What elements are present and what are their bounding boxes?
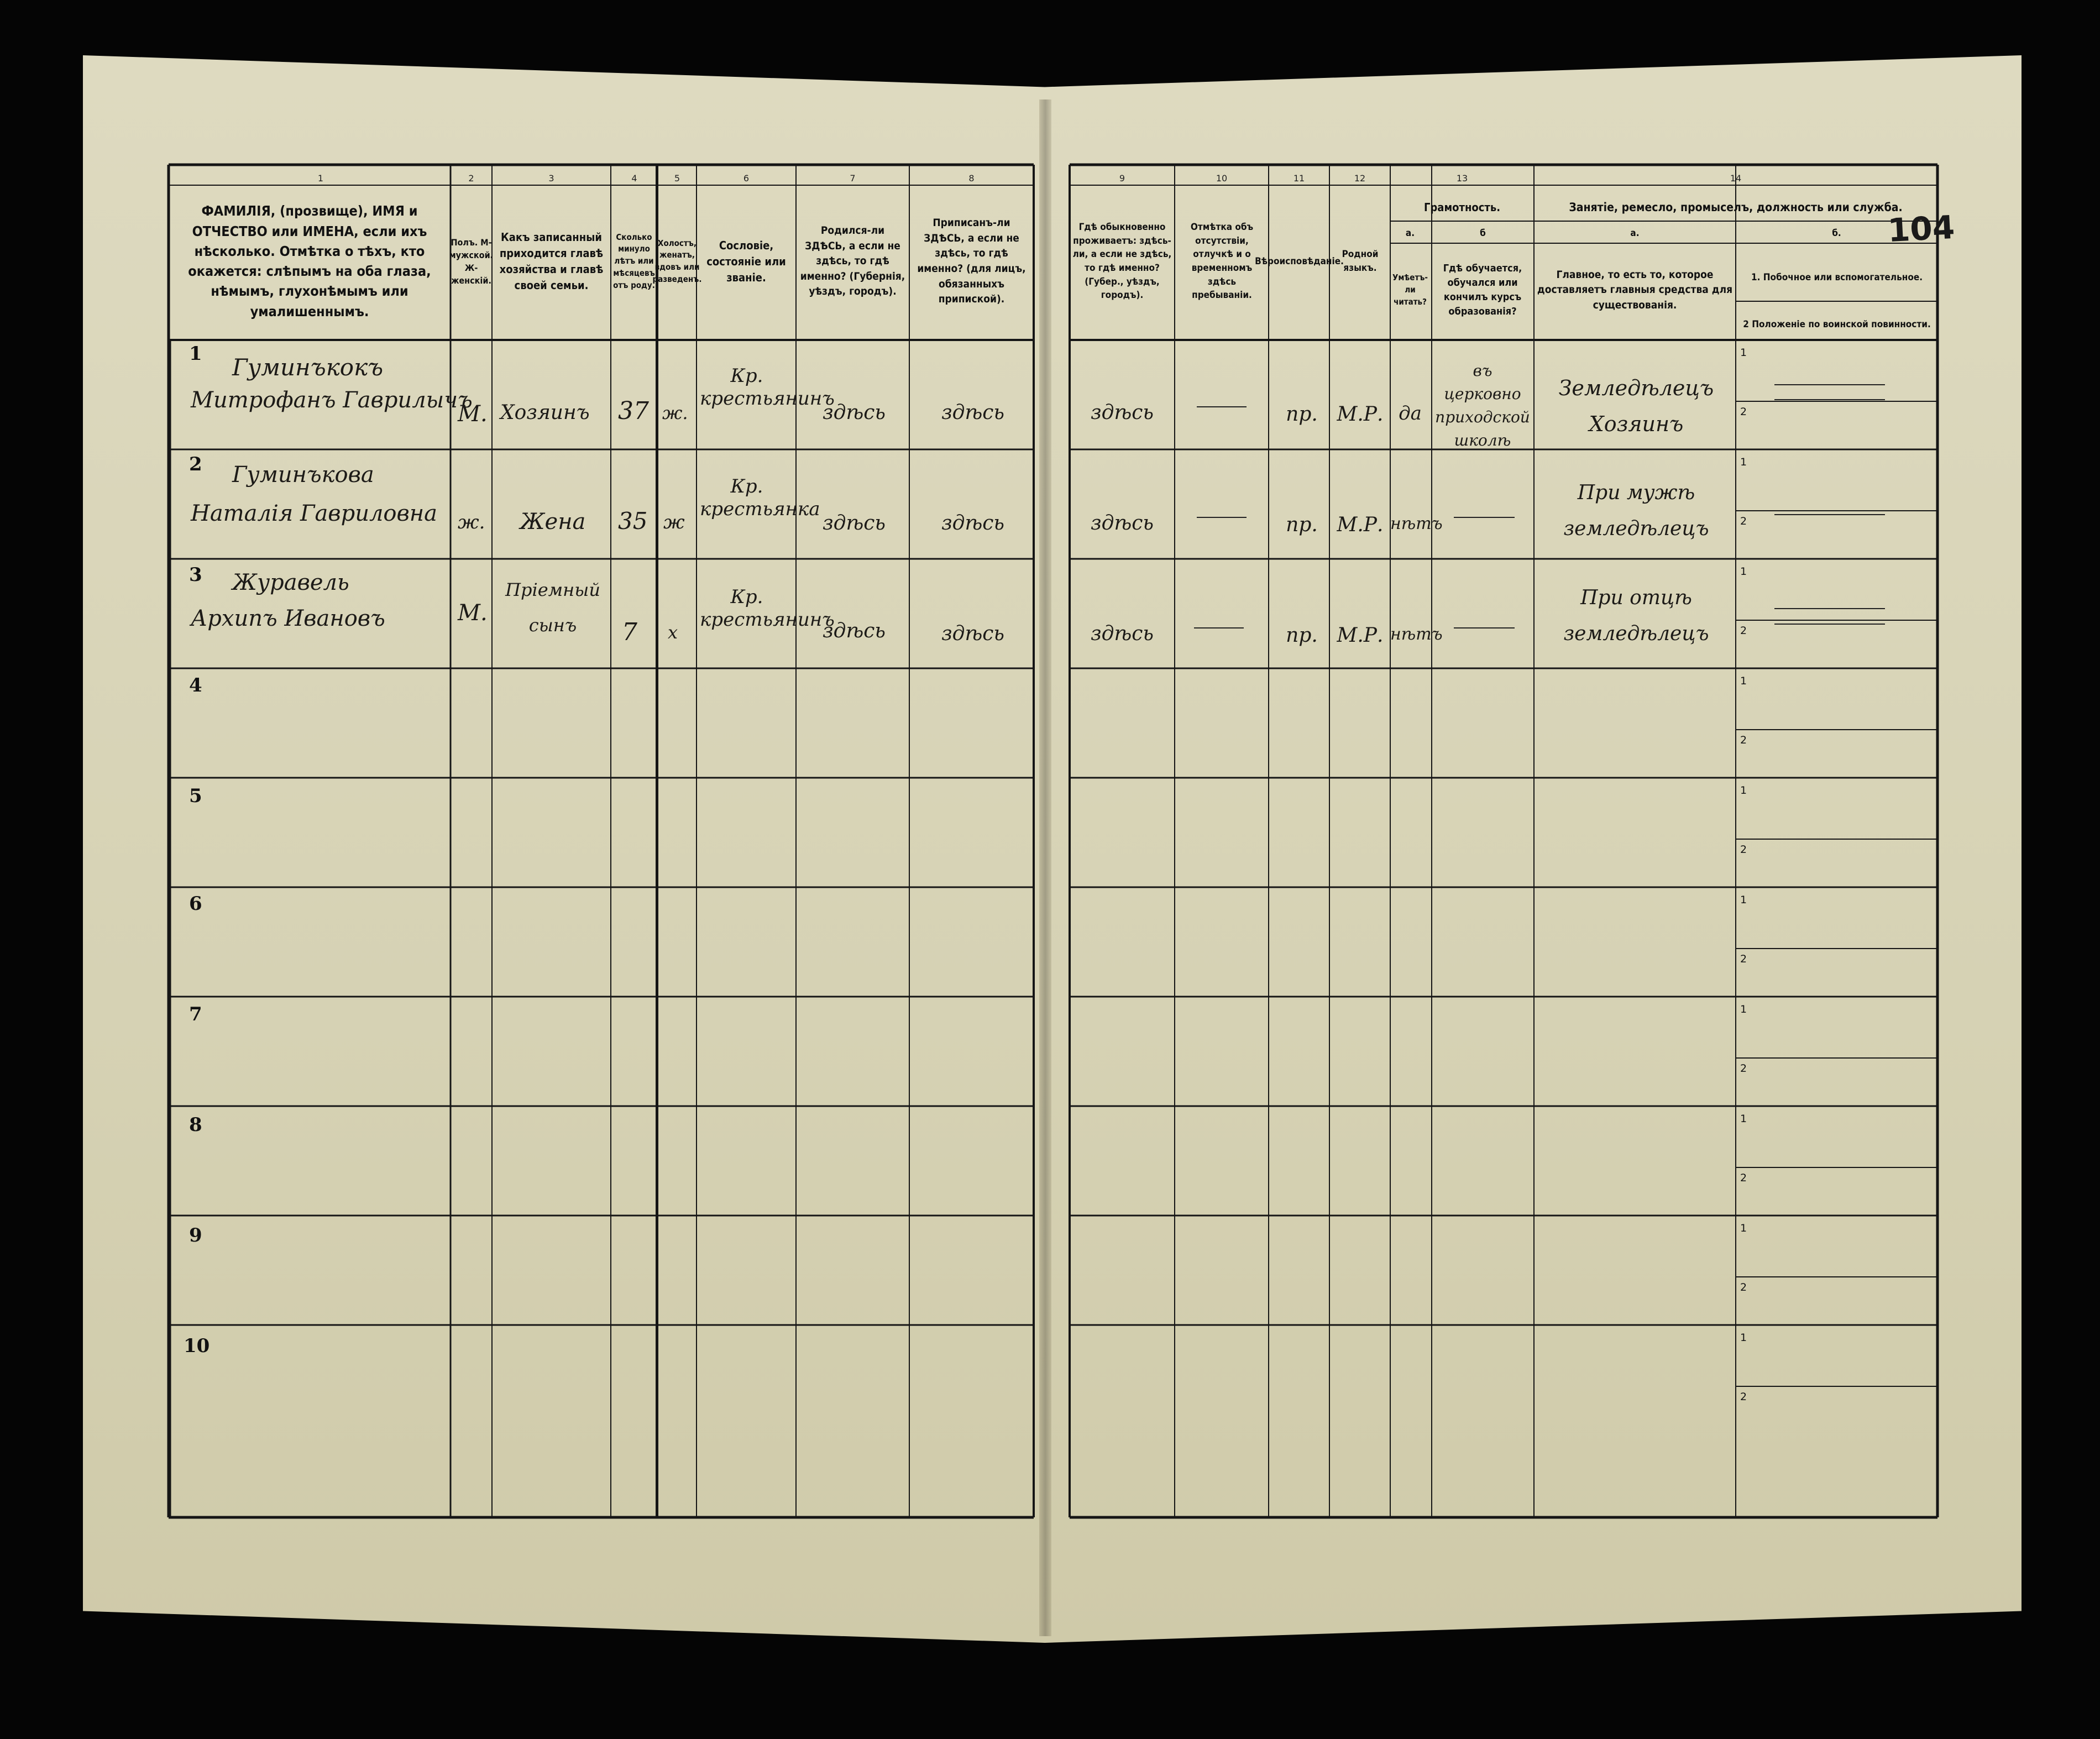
subrow-label: 2 — [1740, 1062, 1747, 1075]
header-col13a-text: Умѣетъ-ли читать? — [1392, 273, 1428, 307]
subrow-label: 1 — [1740, 1222, 1747, 1234]
col-number-2: 2 — [468, 173, 474, 184]
entry-3-marital: х — [668, 622, 678, 643]
entry-1-surname: Гуминъкокъ — [232, 354, 384, 381]
col-number-6: 6 — [743, 173, 750, 184]
subrow-label: 2 — [1740, 625, 1747, 637]
entry-1-residence: здѣсь — [1091, 401, 1154, 424]
page-number-stamp: 104 — [1887, 208, 1956, 250]
entry-2-religion: пр. — [1286, 514, 1318, 536]
entry-3-education-dash — [1454, 627, 1515, 628]
entry-2-relation: Жена — [520, 509, 586, 535]
col-number-3: 3 — [548, 173, 554, 184]
entry-1-registered: здѣсь — [941, 401, 1004, 424]
header-col8-registered: Приписанъ-ли ЗДѢСЬ, а если не здѣсь, то гдѣ именно? (для лицъ, обязанныхъ припиской). — [917, 217, 1026, 306]
col-number-11: 11 — [1293, 173, 1305, 184]
entry-3-born: здѣсь — [823, 620, 886, 642]
col-number-7: 7 — [850, 173, 856, 184]
row-number-9: 9 — [189, 1224, 202, 1246]
entry-3-occupation: При отцѣ земледѣлецъ — [1563, 586, 1709, 645]
header-col14b-1: 1. Побочное или вспомогательное. — [1751, 272, 1923, 284]
header-col5-marital: Холостъ, женатъ, вдовъ или разведенъ. — [652, 238, 702, 284]
entry-2-estate: Кр. крестьянка — [700, 475, 820, 520]
entry-3-residence: здѣсь — [1091, 622, 1154, 645]
entry-2-sex: ж. — [458, 511, 485, 533]
entry-2-absence-dash — [1197, 517, 1247, 518]
header-col14b-2: 2 Положеніе по воинской повинности. — [1743, 319, 1931, 331]
entry-1-estate: Кр. крестьянинъ — [700, 365, 835, 410]
entry-3-secondary-dash-1 — [1774, 608, 1885, 609]
subrow-label: 2 — [1740, 844, 1747, 856]
entry-2-surname: Гуминъкова — [232, 462, 374, 488]
entry-3-literate: нѣтъ — [1390, 625, 1443, 644]
subrow-label: 1 — [1740, 894, 1747, 906]
header-col9-residence: Гдѣ обыкновенно проживаетъ: здѣсь-ли, а если не здѣсь, то гдѣ именно? (Губер., уѣздъ, городъ). — [1072, 222, 1172, 301]
entry-1-relation: Хозяинъ — [500, 401, 590, 424]
entry-1-language: М.Р. — [1337, 403, 1384, 426]
entry-1-occupation: Земледѣлецъ Хозяинъ — [1558, 376, 1714, 436]
col-number-10: 10 — [1216, 173, 1228, 184]
header-col14a-letter: а. — [1630, 228, 1640, 239]
header-col10-absence: Отмѣтка объ отсутствіи, отлучкѣ и о временномъ здѣсь пребываніи. — [1190, 222, 1254, 301]
entry-3-relation: Пріемный сынъ — [505, 579, 600, 636]
entry-2-residence: здѣсь — [1091, 512, 1154, 535]
col-number-12: 12 — [1354, 173, 1366, 184]
row-number-1: 1 — [189, 343, 202, 365]
entry-1-marital: ж. — [662, 402, 688, 423]
subrow-label: 1 — [1740, 347, 1747, 359]
subrow-label: 2 — [1740, 406, 1747, 418]
entry-3-age: 7 — [622, 618, 637, 646]
subrow-label: 1 — [1740, 1113, 1747, 1125]
entry-2-marital: ж — [663, 511, 685, 533]
header-col13b-letter: б — [1480, 228, 1486, 239]
entry-1-religion: пр. — [1286, 403, 1318, 426]
entry-1-absence-dash — [1197, 406, 1247, 407]
col-number-13: 13 — [1456, 173, 1468, 184]
row-number-6: 6 — [189, 893, 202, 915]
entry-1-education: въ церковно приходской школѣ — [1435, 362, 1530, 449]
col-number-14: 14 — [1730, 173, 1742, 184]
col-number-9: 9 — [1119, 173, 1125, 184]
header-col11-religion: Вѣроисповѣданіе. — [1255, 255, 1344, 267]
entry-1-secondary-dash-1 — [1774, 384, 1885, 385]
subrow-label: 1 — [1740, 1003, 1747, 1015]
header-col13a-letter: а. — [1405, 228, 1415, 239]
header-col14b-letter: б. — [1832, 228, 1841, 239]
subrow-label: 1 — [1740, 456, 1747, 468]
subrow-label: 2 — [1740, 734, 1747, 746]
entry-3-absence-dash — [1194, 627, 1244, 628]
row-number-4: 4 — [189, 674, 202, 696]
row-number-8: 8 — [189, 1114, 202, 1136]
row-number-2: 2 — [189, 453, 202, 475]
entry-3-surname: Журавель — [232, 570, 349, 595]
entry-1-age: 37 — [618, 397, 649, 425]
header-col13-literacy: Грамотность. — [1423, 200, 1501, 214]
row-number-10: 10 — [184, 1335, 210, 1357]
entry-3-language: М.Р. — [1337, 624, 1384, 647]
subrow-label: 2 — [1740, 953, 1747, 965]
entry-3-sex: М. — [458, 600, 488, 626]
subrow-label: 2 — [1740, 515, 1747, 527]
entry-2-education-dash — [1454, 517, 1515, 518]
entry-1-name: Митрофанъ Гаврилычъ — [191, 387, 473, 413]
entry-2-registered: здѣсь — [941, 512, 1004, 535]
subrow-label: 1 — [1740, 1332, 1747, 1344]
entry-1-literate: да — [1399, 402, 1422, 425]
subrow-label: 2 — [1740, 1281, 1747, 1293]
subrow-label: 2 — [1740, 1391, 1747, 1403]
col-number-5: 5 — [674, 173, 680, 184]
entry-3-registered: здѣсь — [941, 622, 1004, 645]
entry-2-name: Наталія Гавриловна — [191, 501, 437, 526]
entry-1-sex: М. — [458, 401, 488, 427]
subrow-label: 2 — [1740, 1172, 1747, 1184]
header-col3-relation: Какъ записанный приходится главѣ хозяйства и главѣ своей семьи. — [499, 231, 604, 292]
col-number-4: 4 — [631, 173, 637, 184]
entry-2-born: здѣсь — [823, 512, 886, 535]
header-col13b-text: Гдѣ обучается, обучался или кончилъ курсъ образованія? — [1443, 262, 1522, 318]
entry-2-literate: нѣтъ — [1390, 514, 1443, 533]
entry-1-born: здѣсь — [823, 401, 886, 424]
row-number-3: 3 — [189, 564, 202, 586]
entry-2-age: 35 — [618, 507, 648, 535]
header-col4-age: Сколько минуло лѣтъ или мѣсяцевъ отъ роду. — [613, 232, 655, 290]
col-number-8: 8 — [968, 173, 975, 184]
row-number-7: 7 — [189, 1003, 202, 1025]
header-col2-sex: Полъ. М-мужской. Ж-женскій. — [449, 237, 494, 286]
entry-3-secondary-dash-2 — [1774, 624, 1885, 625]
entry-1-secondary-dash-2 — [1774, 399, 1885, 400]
row-number-5: 5 — [189, 785, 202, 807]
entry-3-name: Архипъ Ивановъ — [191, 606, 385, 631]
header-col6-estate: Сословіе, состояніе или званіе. — [706, 238, 786, 284]
subrow-label: 1 — [1740, 784, 1747, 797]
header-col14-occupation: Занятіе, ремесло, промыселъ, должность или служба. — [1569, 200, 1903, 214]
subrow-label: 1 — [1740, 675, 1747, 687]
entry-3-estate: Кр. крестьянинъ — [700, 586, 835, 631]
entry-2-secondary-dash — [1774, 514, 1885, 515]
header-col7-birthplace: Родился-ли ЗДѢСЬ, а если не здѣсь, то гдѣ именно? (Губернія, уѣздъ, городъ). — [800, 224, 905, 298]
header-col14a-text: Главное, то есть то, которое доставляетъ главныя средства для существованія. — [1537, 268, 1733, 311]
entry-2-language: М.Р. — [1337, 514, 1384, 536]
entry-2-occupation: При мужѣ земледѣлецъ — [1563, 481, 1709, 540]
header-col1-name: ФАМИЛІЯ, (прозвище), ИМЯ и ОТЧЕСТВО или ИМЕНА, если ихъ нѣсколько. Отмѣтка о тѣхъ, кто окажется: слѣпымъ на оба глаза, нѣмымъ, глухонѣмымъ или умалишеннымъ. — [188, 203, 431, 319]
entry-3-religion: пр. — [1286, 624, 1318, 647]
subrow-label: 1 — [1740, 565, 1747, 578]
col-number-1: 1 — [317, 173, 324, 184]
header-col12-language: Родной языкъ. — [1342, 249, 1379, 274]
